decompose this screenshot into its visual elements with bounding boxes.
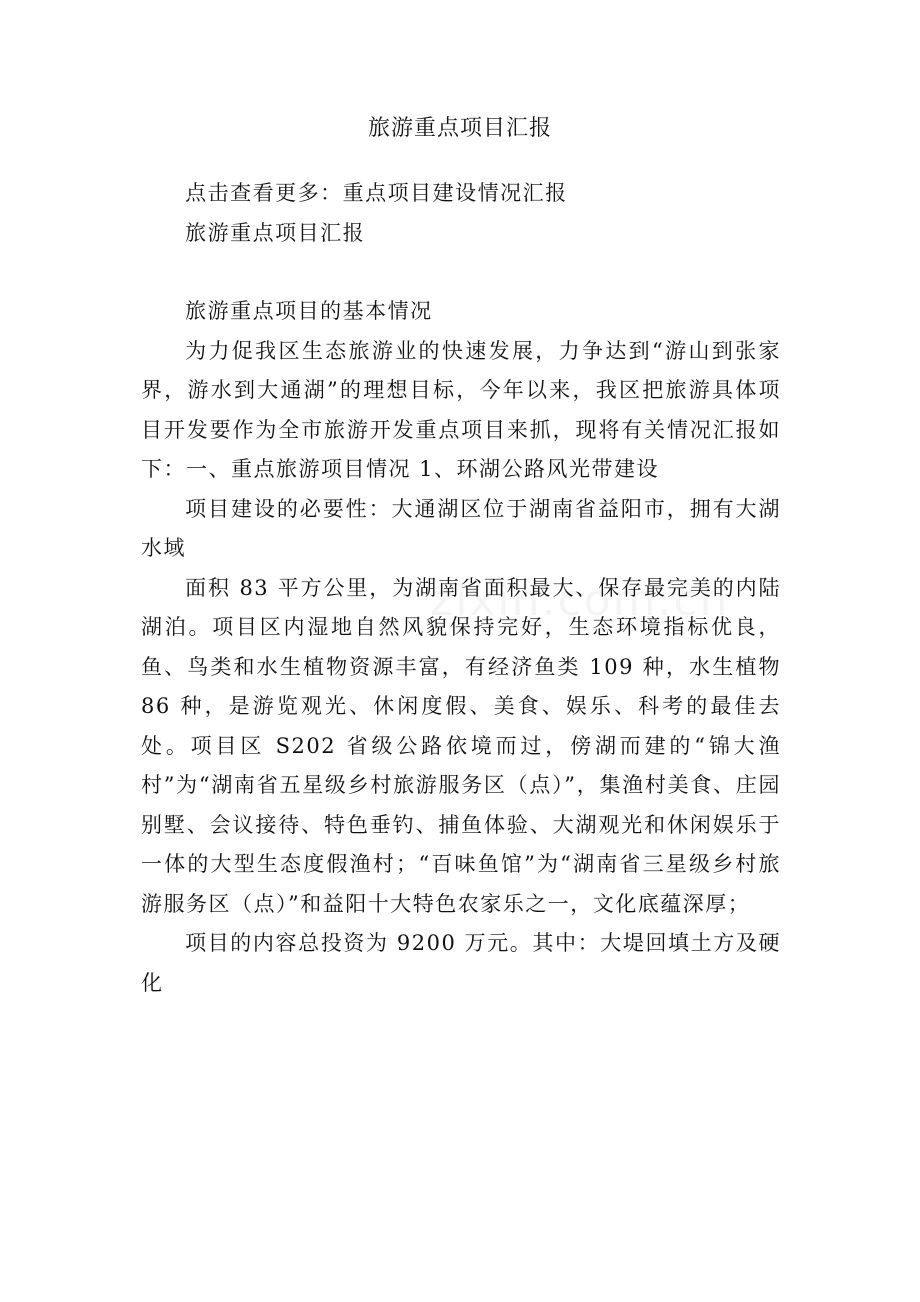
section-heading: 旅游重点项目的基本情况	[185, 299, 433, 323]
more-link-paragraph[interactable]: 点击查看更多：重点项目建设情况汇报	[185, 181, 568, 205]
area-paragraph: 面积 83 平方公里，为湖南省面积最大、保存最完美的内陆湖泊。项目区内湿地自然风貌保持完好，生态环境指标优良，鱼、鸟类和水生植物资源丰富，有经济鱼类 109 种，水生植物 86 种，是游览观光、休闲度假、美食、娱乐、科考的最佳去处。项目区 S202 省级公路依境而过，傍湖而建的“锦大渔村”为“湖南省五星级乡村旅游服务区（点）”，集渔村美食、庄园别墅、会议接待、特色垂钓、捕鱼体验、大湖观光和休闲娱乐于一体的大型生态度假渔村；“百味鱼馆”为“湖南省三星级乡村旅游服务区（点）”和益阳十大特色农家乐之一，文化底蕴深厚；	[141, 575, 781, 916]
investment-paragraph: 项目的内容总投资为 9200 万元。其中：大堤回填土方及硬化	[141, 931, 781, 995]
intro-paragraph: 为力促我区生态旅游业的快速发展，力争达到“游山到张家界，游水到大通湖”的理想目标，今年以来，我区把旅游具体项目开发要作为全市旅游开发重点项目来抓，现将有关情况汇报如下：一、重点旅游项目情况 1、环湖公路风光带建设	[141, 338, 781, 481]
necessity-paragraph: 项目建设的必要性：大通湖区位于湖南省益阳市，拥有大湖水域	[141, 496, 781, 560]
subtitle-paragraph: 旅游重点项目汇报	[185, 220, 366, 245]
document-title: 旅游重点项目汇报	[367, 116, 552, 141]
document-body	[141, 174, 781, 1003]
